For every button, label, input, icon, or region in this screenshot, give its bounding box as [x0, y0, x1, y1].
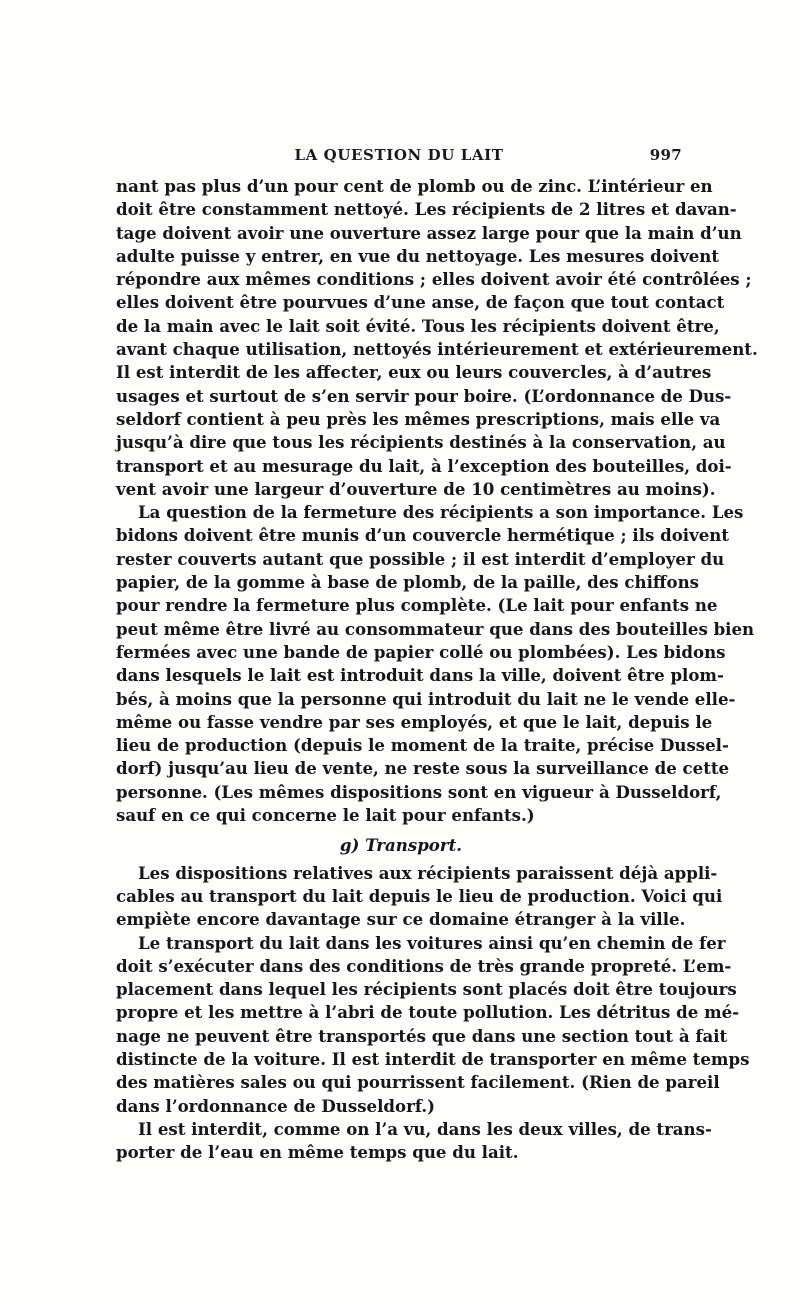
text-line: Le transport du lait dans les voitures ainsi qu’en chemin de fer	[138, 932, 726, 953]
text-line: distincte de la voiture. Il est interdit de transporter en même temps	[116, 1048, 750, 1069]
text-line: pour rendre la fermeture plus complète. (Le lait pour enfants ne	[116, 595, 718, 616]
text-line: nage ne peuvent être transportés que dans une section tout à fait	[116, 1025, 728, 1046]
text-line: seldorf contient à peu près les mêmes prescriptions, mais elle va	[116, 408, 721, 429]
text-line: dorf) jusqu’au lieu de vente, ne reste sous la surveillance de cette	[116, 758, 730, 779]
text-line: bidons doivent être munis d’un couvercle hermétique ; ils doivent	[116, 525, 730, 546]
paragraph	[116, 862, 723, 932]
text-line: des matières sales ou qui pourrissent facilement. (Rien de pareil	[116, 1072, 720, 1093]
text-line: doit être constamment nettoyé. Les récipients de 2 litres et davan-	[116, 199, 737, 220]
text-line: de la main avec le lait soit évité. Tous les récipients doivent être,	[116, 315, 720, 336]
text-line: sauf en ce qui concerne le lait pour enfants.)	[116, 805, 535, 826]
text-line: nant pas plus d’un pour cent de plomb ou de zinc. L’intérieur en	[116, 176, 713, 196]
paragraph	[116, 501, 755, 827]
text-line: adulte puisse y entrer, en vue du nettoyage. Les mesures doivent	[116, 245, 720, 266]
text-line: empiète encore davantage sur ce domaine étranger à la ville.	[116, 909, 686, 930]
text-line: papier, de la gomme à base de plomb, de la paille, des chiffons	[116, 572, 699, 593]
body-text	[116, 175, 758, 1164]
text-line: La question de la fermeture des récipients a son importance. Les	[138, 502, 744, 523]
text-line: vent avoir une largeur d’ouverture de 10 centimètres au moins).	[116, 478, 716, 499]
text-line: usages et surtout de s’en servir pour boire. (L’ordonnance de Dus-	[116, 385, 732, 406]
text-line: lieu de production (depuis le moment de la traite, précise Dussel-	[116, 735, 729, 756]
page-header	[116, 146, 682, 172]
text-line: porter de l’eau en même temps que du lait.	[116, 1142, 519, 1163]
text-line: fermées avec une bande de papier collé ou plombées). Les bidons	[116, 641, 726, 662]
text-line: même ou fasse vendre par ses employés, et que le lait, depuis le	[116, 711, 713, 732]
text-line: tage doivent avoir une ouverture assez large pour que la main d’un	[116, 222, 742, 243]
running-title: LA QUESTION DU LAIT	[294, 146, 504, 164]
text-line: cables au transport du lait depuis le lieu de production. Voici qui	[116, 885, 723, 906]
text-line: bés, à moins que la personne qui introduit du lait ne le vende elle-	[116, 688, 736, 709]
text-line: Les dispositions relatives aux récipients paraissent déjà appli-	[138, 862, 718, 883]
text-line: Il est interdit, comme on l’a vu, dans les deux villes, de trans-	[138, 1118, 712, 1139]
text-line: répondre aux mêmes conditions ; elles doivent avoir été contrôlées ;	[116, 269, 752, 290]
paragraph	[116, 932, 750, 1118]
text-line: propre et les mettre à l’abri de toute pollution. Les détritus de mé-	[116, 1002, 740, 1023]
page-number: 997	[649, 146, 682, 164]
paragraph	[116, 1118, 712, 1165]
text-line: personne. (Les mêmes dispositions sont en vigueur à Dusseldorf,	[116, 781, 722, 802]
text-line: peut même être livré au consommateur que dans des bouteilles bien	[116, 618, 755, 639]
text-line: rester couverts autant que possible ; il est interdit d’employer du	[116, 548, 725, 569]
text-line: Il est interdit de les affecter, eux ou leurs couvercles, à d’autres	[116, 362, 712, 383]
text-line: placement dans lequel les récipients sont placés doit être toujours	[116, 979, 737, 1000]
text-line: jusqu’à dire que tous les récipients destinés à la conservation, au	[116, 432, 726, 453]
text-line: transport et au mesurage du lait, à l’exception des bouteilles, doi-	[116, 455, 732, 476]
section-heading: g) Transport.	[339, 835, 463, 856]
text-line: doit s’exécuter dans des conditions de très grande propreté. L’em-	[116, 955, 732, 976]
text-line: dans l’ordonnance de Dusseldorf.)	[116, 1095, 436, 1116]
text-line: avant chaque utilisation, nettoyés intérieurement et extérieurement.	[116, 339, 758, 360]
paragraph	[116, 175, 758, 501]
text-line: dans lesquels le lait est introduit dans la ville, doivent être plom-	[116, 665, 724, 686]
text-line: elles doivent être pourvues d’une anse, de façon que tout contact	[116, 292, 725, 313]
